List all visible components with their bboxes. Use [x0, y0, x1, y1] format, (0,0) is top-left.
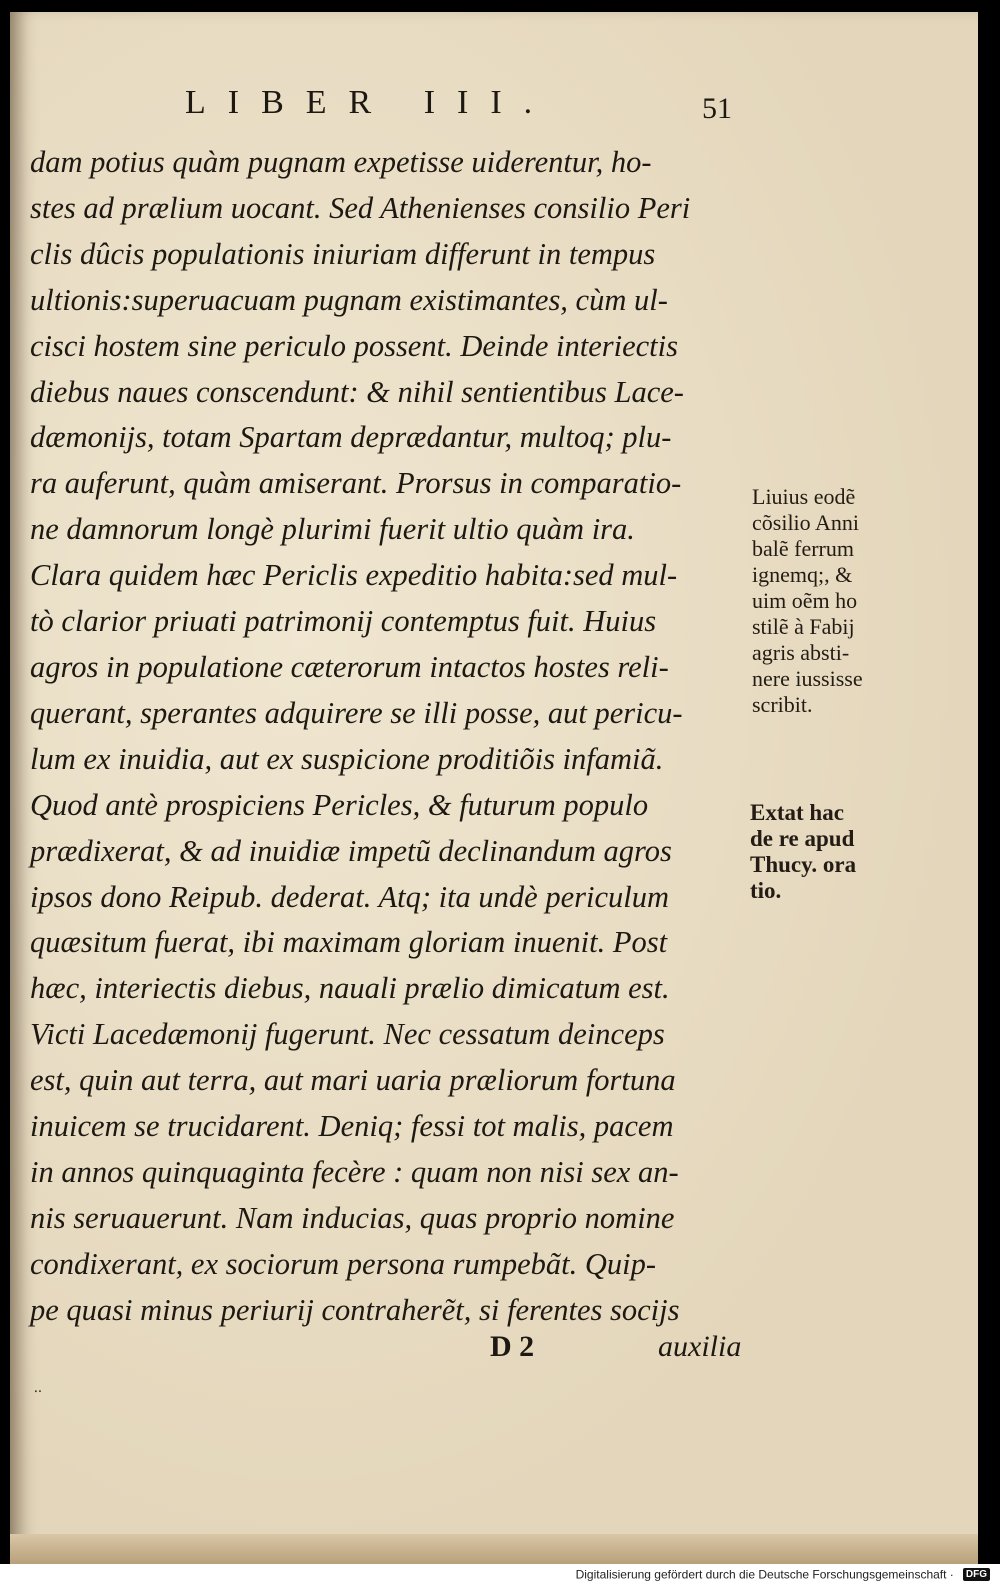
margin-note-line: ignemq;, &: [752, 562, 853, 587]
margin-note-thucydides: [750, 800, 940, 904]
text-line: agros in populatione cæterorum intactos hostes reli-: [30, 649, 669, 684]
catchword: auxilia: [658, 1330, 742, 1363]
margin-note-line: nere iussisse: [752, 666, 863, 691]
margin-note-line: scribit.: [752, 692, 813, 717]
text-line: querant, sperantes adquirere se illi posse, aut pericu-: [30, 695, 683, 730]
text-line: est, quin aut terra, aut mari uaria præliorum fortuna: [30, 1063, 676, 1098]
margin-note-line: cõsilio Anni: [752, 510, 859, 535]
margin-note-line: agris absti-: [752, 640, 850, 665]
book-page: [10, 12, 978, 1564]
text-line: in annos quinquaginta fecère : quam non nisi sex an-: [30, 1154, 679, 1189]
margin-note-line: uim oẽm ho: [752, 588, 858, 613]
text-line: inuicem se trucidarent. Deniq; fessi tot malis, pacem: [30, 1109, 674, 1144]
text-line: stes ad prælium uocant. Sed Athenienses consilio Peri: [30, 190, 691, 225]
text-line: ipsos dono Reipub. dederat. Atq; ita undè periculum: [30, 879, 670, 914]
text-line: pe quasi minus periurij contraherẽt, si ferentes socijs: [30, 1292, 680, 1327]
text-line: dæmonijs, totam Spartam deprædantur, multoq; plu-: [30, 420, 672, 455]
margin-note-livius: [752, 484, 942, 718]
text-line: prædixerat, & ad inuidiæ impetũ declinandum agros: [30, 833, 672, 868]
text-line: condixerant, ex sociorum persona rumpebãt. Quip-: [30, 1246, 656, 1281]
margin-note-line: Thucy. ora: [750, 852, 857, 877]
text-line: Victi Lacedæmonij fugerunt. Nec cessatum deinceps: [30, 1017, 665, 1052]
text-line: lum ex inuidia, aut ex suspicione proditiõis infamiã.: [30, 741, 664, 776]
signature-mark: D 2: [490, 1330, 535, 1363]
running-head: LIBER III.: [185, 84, 555, 121]
text-line: diebus naues conscendunt: & nihil sentientibus Lace-: [30, 374, 684, 409]
text-line: ra auferunt, quàm amiserant. Prorsus in comparatio-: [30, 466, 682, 501]
footer-text: Digitalisierung gefördert durch die Deutsche Forschungsgemeinschaft ·: [575, 1567, 954, 1582]
text-line: Quod antè prospiciens Pericles, & futurum populo: [30, 787, 649, 822]
text-line: ne damnorum longè plurimi fuerit ultio quàm ira.: [30, 512, 635, 547]
margin-note-line: stilẽ à Fabij: [752, 614, 855, 639]
margin-note-line: tio.: [750, 878, 782, 903]
margin-note-line: balẽ ferrum: [752, 536, 854, 561]
text-line: hæc, interiectis diebus, nauali prælio dimicatum est.: [30, 971, 670, 1006]
dfg-logo-icon: DFG: [963, 1568, 990, 1581]
margin-note-line: Extat hac: [750, 800, 844, 825]
text-line: tò clarior priuati patrimonij contemptus fuit. Huius: [30, 604, 657, 639]
margin-note-line: de re apud: [750, 826, 855, 851]
text-line: quæsitum fuerat, ibi maximam gloriam inuenit. Post: [30, 925, 668, 960]
text-line: cisci hostem sine periculo possent. Deinde interiectis: [30, 328, 678, 363]
body-text: [30, 140, 750, 1334]
digitization-footer: [0, 1564, 1000, 1584]
text-line: clis dûcis populationis iniuriam differunt in tempus: [30, 236, 656, 271]
text-line: nis seruauerunt. Nam inducias, quas proprio nomine: [30, 1200, 675, 1235]
ink-speck: ⸱·: [34, 1384, 43, 1400]
text-line: dam potius quàm pugnam expetisse uiderentur, ho-: [30, 145, 652, 179]
text-line: Clara quidem hæc Periclis expeditio habita:sed mul-: [30, 558, 678, 593]
page-number: 51: [702, 92, 732, 125]
margin-note-line: Liuius eodẽ: [752, 484, 856, 509]
text-line: ultionis:superuacuam pugnam existimantes, cùm ul-: [30, 282, 668, 317]
